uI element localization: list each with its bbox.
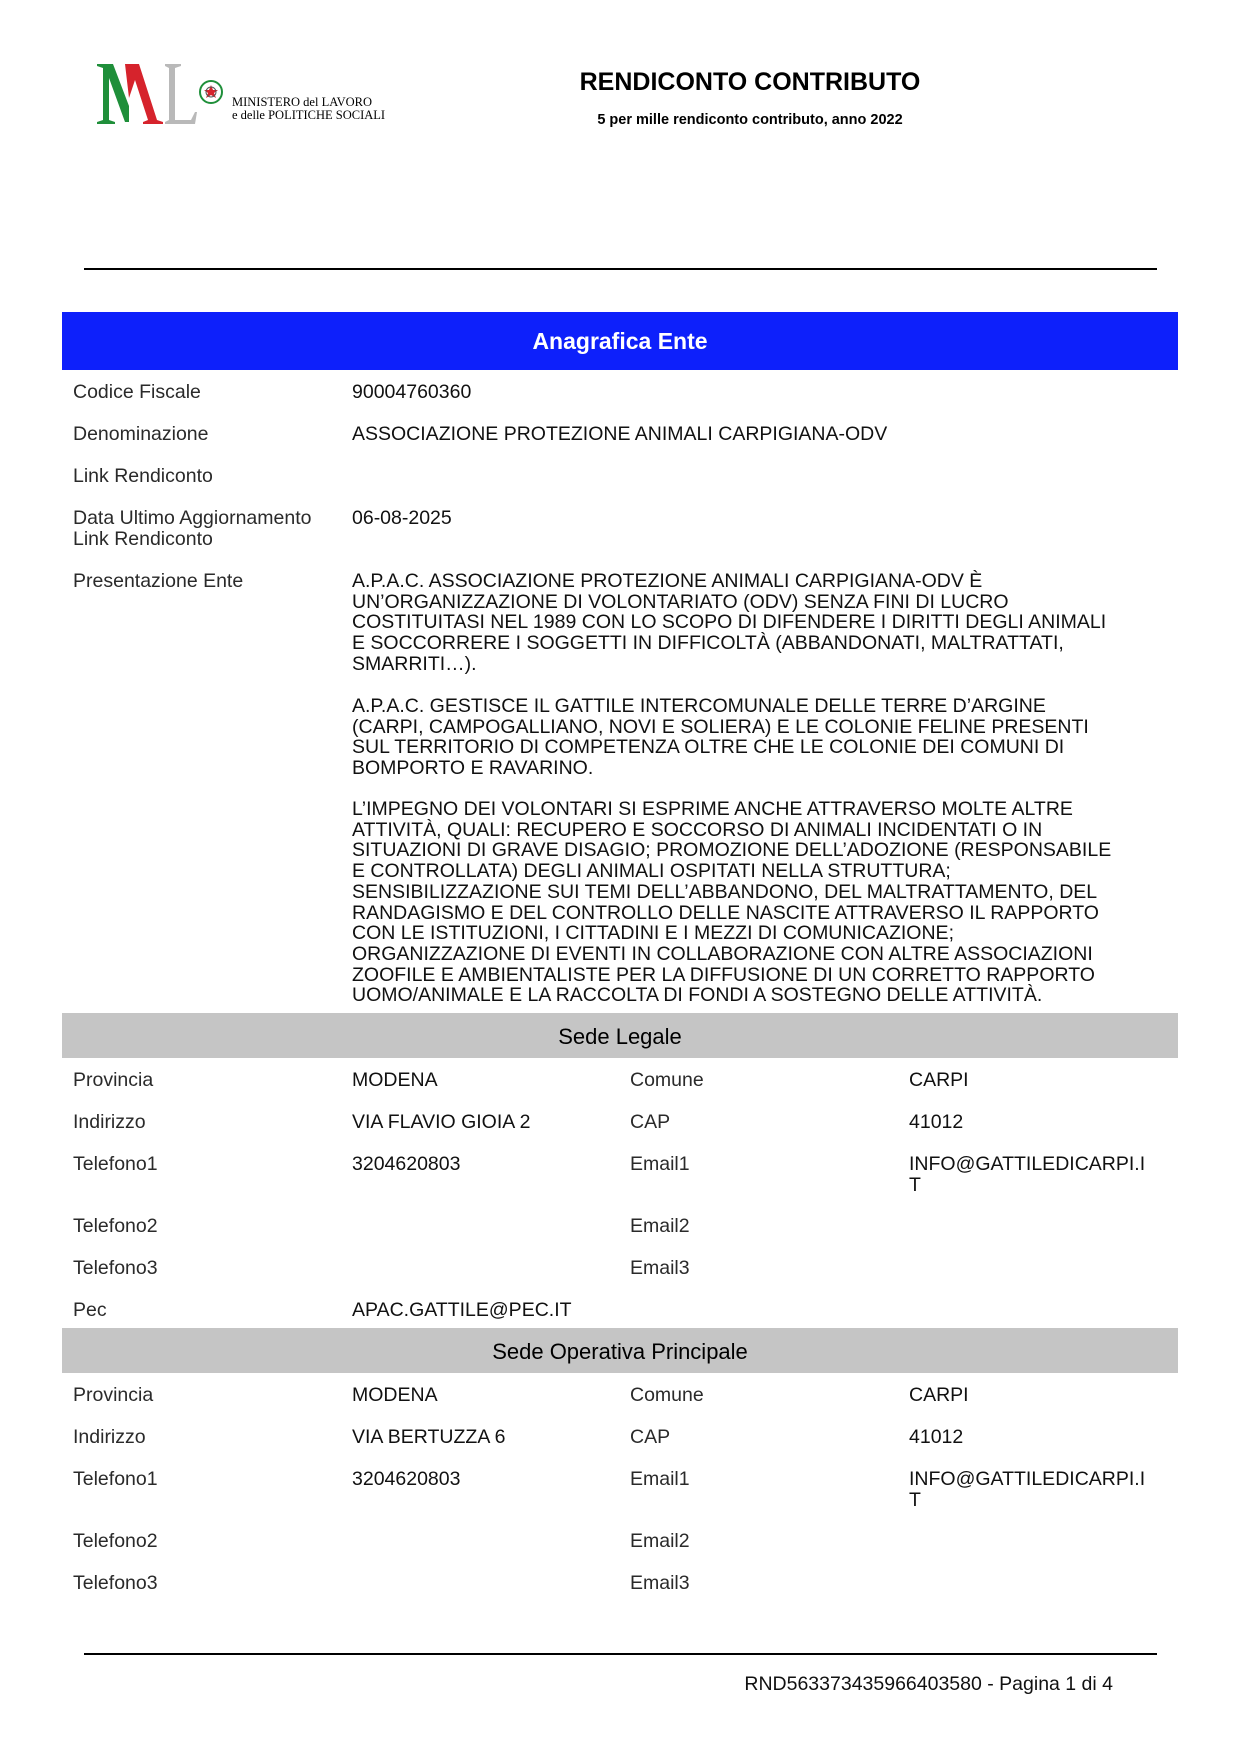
sl-email1-line1: INFO@GATTILEDICARPI.I (909, 1153, 1146, 1175)
document-title: RENDICONTO CONTRIBUTO (579, 68, 921, 96)
text-line: A.P.A.C. ASSOCIAZIONE PROTEZIONE ANIMALI CARPIGIANA-ODV È (352, 570, 983, 592)
sl-telefono3-label: Telefono3 (73, 1257, 158, 1279)
text-line: E SOCCORRERE I SOGGETTI IN DIFFICOLTÀ (ABBANDONATI, MALTRATTATI, (352, 632, 1064, 655)
sl-pec-label: Pec (73, 1299, 107, 1321)
bottom-divider (84, 1653, 1157, 1655)
sl-provincia-value: MODENA (352, 1069, 438, 1091)
sl-email1-line2: T (909, 1174, 921, 1196)
codice-fiscale-value: 90004760360 (352, 381, 472, 403)
data-aggiornamento-value: 06-08-2025 (352, 507, 452, 529)
presentazione-paragraph-3 (352, 799, 1172, 1006)
sl-comune-value: CARPI (909, 1069, 969, 1091)
so-indirizzo-label: Indirizzo (73, 1426, 146, 1448)
sl-comune-label: Comune (630, 1069, 704, 1091)
ministry-name (232, 96, 385, 122)
sl-telefono1-label: Telefono1 (73, 1153, 158, 1175)
page-footer: RND563373435966403580 - Pagina 1 di 4 (744, 1673, 1113, 1695)
sl-indirizzo-value: VIA FLAVIO GIOIA 2 (352, 1111, 531, 1133)
sl-cap-label: CAP (630, 1111, 671, 1133)
text-line: BOMPORTO E RAVARINO. (352, 757, 594, 780)
so-email1-line2: T (909, 1489, 921, 1511)
sl-email1-value (909, 1154, 1159, 1196)
presentazione-paragraph-2 (352, 696, 1172, 779)
so-email1-label: Email1 (630, 1468, 690, 1490)
link-rendiconto-label: Link Rendiconto (73, 465, 213, 487)
text-line: UOMO/ANIMALE E LA RACCOLTA DI FONDI A SOSTEGNO DELLE ATTIVITÀ. (352, 984, 1043, 1007)
so-provincia-label: Provincia (73, 1384, 154, 1406)
so-comune-label: Comune (630, 1384, 704, 1406)
data-aggiornamento-label (73, 508, 311, 550)
text-line: UN’ORGANIZZAZIONE DI VOLONTARIATO (ODV) SENZA FINI DI LUCRO (352, 590, 1009, 613)
text-line: RANDAGISMO E DEL CONTROLLO DELLE NASCITE ATTRAVERSO IL RAPPORTO (352, 901, 1099, 924)
presentazione-label: Presentazione Ente (73, 570, 244, 592)
sl-email3-label: Email3 (630, 1257, 690, 1279)
text-line: ORGANIZZAZIONE DI EVENTI IN COLLABORAZIONE CON ALTRE ASSOCIAZIONI (352, 942, 1093, 965)
sl-pec-value: APAC.GATTILE@PEC.IT (352, 1299, 572, 1321)
so-email2-label: Email2 (630, 1530, 690, 1552)
section-heading-anagrafica: Anagrafica Ente (62, 312, 1178, 370)
sl-telefono1-value: 3204620803 (352, 1153, 461, 1175)
text-line: SENSIBILIZZAZIONE SUI TEMI DELL’ABBANDONO, DEL MALTRATTAMENTO, DEL (352, 880, 1098, 903)
text-line: A.P.A.C. GESTISCE IL GATTILE INTERCOMUNALE DELLE TERRE D’ARGINE (352, 695, 1046, 717)
ministry-name-line1: MINISTERO del LAVORO (232, 95, 373, 109)
document-subtitle: 5 per mille rendiconto contributo, anno 2022 (597, 112, 903, 128)
text-line: SITUAZIONI DI GRAVE DISAGIO; PROMOZIONE DELL’ADOZIONE (RESPONSABILE (352, 839, 1112, 862)
so-email3-label: Email3 (630, 1572, 690, 1594)
so-cap-label: CAP (630, 1426, 671, 1448)
text-line: COSTITUITASI NEL 1989 CON LO SCOPO DI DIFENDERE I DIRITTI DEGLI ANIMALI (352, 611, 1107, 634)
denominazione-value: ASSOCIAZIONE PROTEZIONE ANIMALI CARPIGIANA-ODV (352, 423, 888, 445)
presentazione-paragraph-1 (352, 571, 1172, 675)
codice-fiscale-label: Codice Fiscale (73, 381, 201, 403)
sl-indirizzo-label: Indirizzo (73, 1111, 146, 1133)
so-telefono3-label: Telefono3 (73, 1572, 158, 1594)
sl-telefono2-label: Telefono2 (73, 1215, 158, 1237)
section-heading-sede-legale: Sede Legale (62, 1013, 1178, 1058)
sl-email1-label: Email1 (630, 1153, 690, 1175)
so-cap-value: 41012 (909, 1426, 964, 1448)
text-line: ATTIVITÀ, QUALI: RECUPERO E SOCCORSO DI ANIMALI INCIDENTATI O IN (352, 818, 1043, 841)
so-telefono1-label: Telefono1 (73, 1468, 158, 1490)
text-line: SMARRITI…). (352, 652, 477, 675)
sl-provincia-label: Provincia (73, 1069, 154, 1091)
denominazione-label: Denominazione (73, 423, 209, 445)
text-line: ZOOFILE E AMBIENTALISTE PER LA DIFFUSIONE DI UN CORRETTO RAPPORTO (352, 963, 1095, 986)
text-line: CON LE ISTITUZIONI, I CITTADINI E I MEZZI DI COMUNICAZIONE; (352, 922, 954, 945)
sl-cap-value: 41012 (909, 1111, 964, 1133)
so-email1-value (909, 1469, 1159, 1511)
so-telefono1-value: 3204620803 (352, 1468, 461, 1490)
sl-email2-label: Email2 (630, 1215, 690, 1237)
so-email1-line1: INFO@GATTILEDICARPI.I (909, 1468, 1146, 1490)
text-line: E CONTROLLATA) DEGLI ANIMALI OSPITATI NELLA STRUTTURA; (352, 860, 951, 883)
text-line: SUL TERRITORIO DI COMPETENZA OLTRE CHE LE COLONIE DEI COMUNI DI (352, 736, 1065, 759)
so-telefono2-label: Telefono2 (73, 1530, 158, 1552)
data-aggiornamento-label-line2: Link Rendiconto (73, 528, 213, 550)
text-line: (CARPI, CAMPOGALLIANO, NOVI E SOLIERA) E LE COLONIE FELINE PRESENTI (352, 715, 1089, 738)
ministry-name-line2: e delle POLITICHE SOCIALI (232, 108, 386, 122)
section-heading-sede-operativa: Sede Operativa Principale (62, 1328, 1178, 1373)
text-line: L’IMPEGNO DEI VOLONTARI SI ESPRIME ANCHE ATTRAVERSO MOLTE ALTRE (352, 798, 1073, 820)
so-provincia-value: MODENA (352, 1384, 438, 1406)
so-comune-value: CARPI (909, 1384, 969, 1406)
data-aggiornamento-label-line1: Data Ultimo Aggiornamento (73, 507, 312, 529)
so-indirizzo-value: VIA BERTUZZA 6 (352, 1426, 506, 1448)
top-divider (84, 268, 1157, 270)
